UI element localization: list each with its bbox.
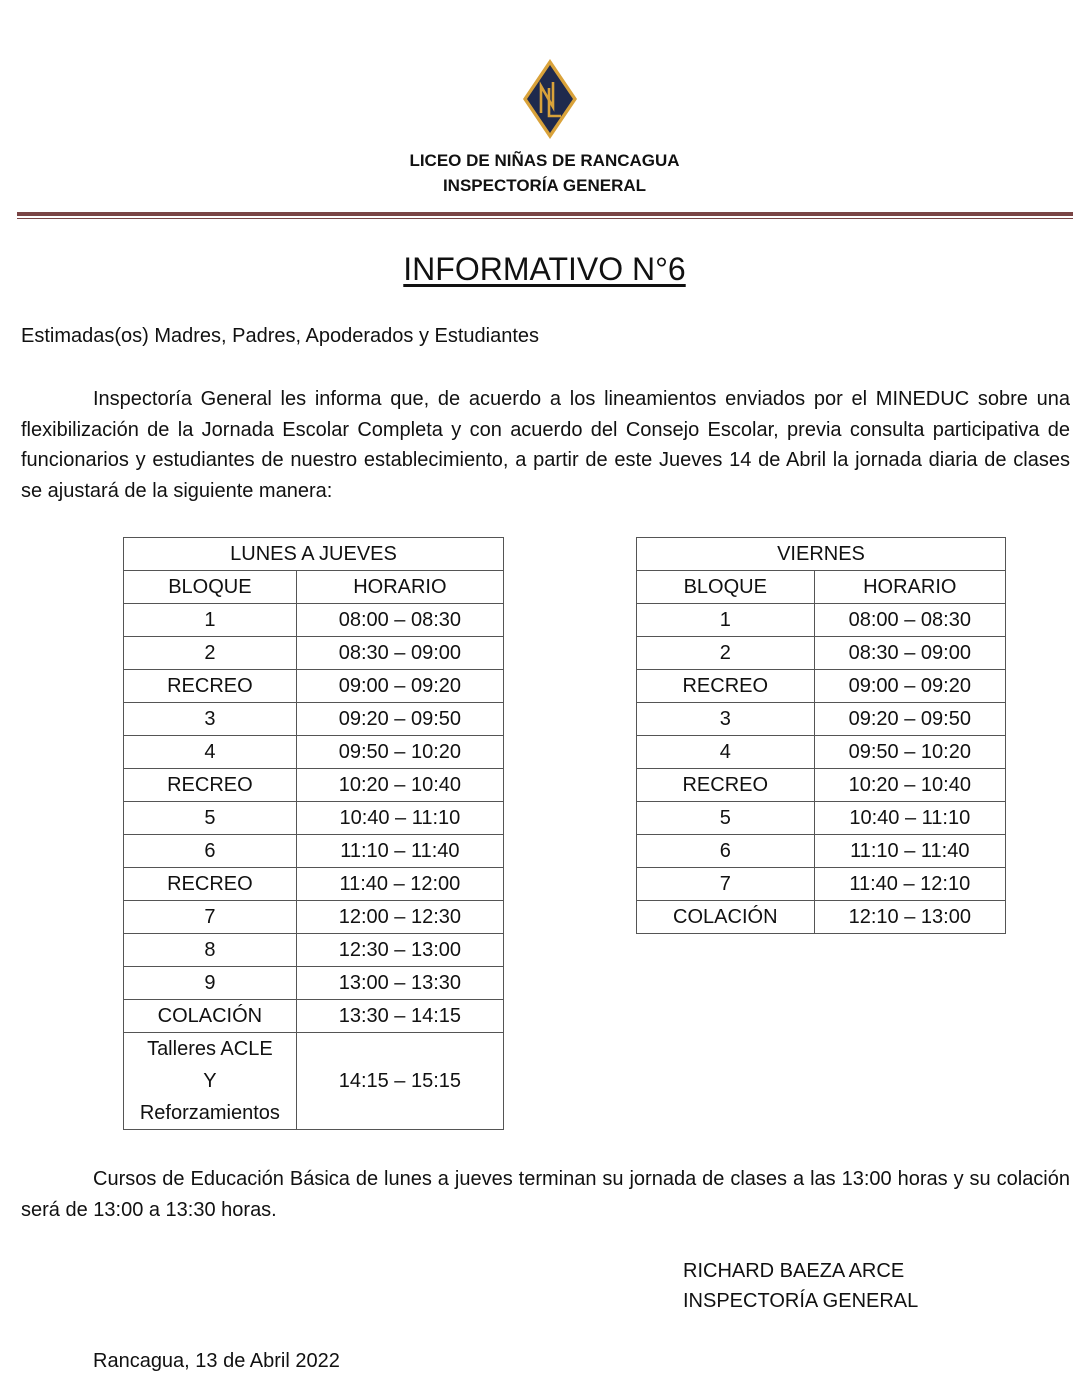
document-date: Rancagua, 13 de Abril 2022 [93,1350,340,1372]
horario-cell: 11:40 – 12:10 [814,868,1005,901]
horario-cell: 08:00 – 08:30 [296,604,503,637]
horario-cell: 08:30 – 09:00 [814,637,1005,670]
bloque-cell: RECREO [124,670,297,703]
table-header-row [637,571,1006,604]
schedule-table-lunes-jueves [123,537,504,1130]
column-header-horario: HORARIO [296,571,503,604]
table-row [124,670,504,703]
bloque-cell: 3 [637,703,815,736]
table-row [124,1033,504,1130]
intro-paragraph: Inspectoría General les informa que, de acuerdo a los lineamientos enviados por el MINEDUC sobre una flexibilización de la Jornada Escolar Completa y con acuerdo del Consejo Escolar, previa consulta participativa de funcionarios y estudiantes de nuestro establecimiento, a partir de este Jueves 14 de Abril la jornada diaria de clases se ajustará de la siguiente manera: [21,388,1070,502]
horario-cell: 13:00 – 13:30 [296,967,503,1000]
table-row [637,670,1006,703]
bloque-cell: COLACIÓN [637,901,815,934]
horario-cell: 09:00 – 09:20 [296,670,503,703]
table-row [124,637,504,670]
horario-cell: 09:00 – 09:20 [814,670,1005,703]
bloque-cell: RECREO [124,868,297,901]
table-row [124,769,504,802]
bloque-cell: 1 [124,604,297,637]
column-header-bloque: BLOQUE [124,571,297,604]
table-row [124,901,504,934]
table-title-row [637,538,1006,571]
table-title-row [124,538,504,571]
table-row [124,736,504,769]
table-row [637,703,1006,736]
horario-cell: 11:40 – 12:00 [296,868,503,901]
horario-cell: 10:40 – 11:10 [814,802,1005,835]
table-row [124,802,504,835]
horario-cell: 10:20 – 10:40 [814,769,1005,802]
bloque-cell: 7 [124,901,297,934]
bloque-cell: 5 [124,802,297,835]
table-row [637,802,1006,835]
horario-cell: 09:50 – 10:20 [296,736,503,769]
bloque-cell: 5 [637,802,815,835]
table-row [637,868,1006,901]
table-row [124,868,504,901]
horario-cell: 12:00 – 12:30 [296,901,503,934]
horario-cell: 09:50 – 10:20 [814,736,1005,769]
table-row [124,835,504,868]
table-row [124,1000,504,1033]
bloque-cell: COLACIÓN [124,1000,297,1033]
horario-cell: 09:20 – 09:50 [814,703,1005,736]
signature-name: RICHARD BAEZA ARCE [683,1260,905,1282]
bloque-cell: 4 [124,736,297,769]
table-row [637,736,1006,769]
horario-cell: 10:40 – 11:10 [296,802,503,835]
horario-cell: 12:30 – 13:00 [296,934,503,967]
table-row [637,901,1006,934]
bloque-cell: RECREO [124,769,297,802]
bloque-cell: 2 [637,637,815,670]
table-header-row [124,571,504,604]
table-row [124,967,504,1000]
horario-cell: 11:10 – 11:40 [814,835,1005,868]
table-row [124,934,504,967]
table-row [124,703,504,736]
table-row [637,604,1006,637]
bloque-cell: 3 [124,703,297,736]
bloque-cell: 2 [124,637,297,670]
bloque-cell: 4 [637,736,815,769]
bloque-cell: 6 [124,835,297,868]
signature-role: INSPECTORÍA GENERAL [683,1290,919,1312]
header-rule [17,212,1073,216]
horario-cell: 10:20 – 10:40 [296,769,503,802]
horario-cell: 13:30 – 14:15 [296,1000,503,1033]
bloque-cell: 9 [124,967,297,1000]
greeting: Estimadas(os) Madres, Padres, Apoderados y Estudiantes [21,325,540,347]
bloque-cell-line: Reforzamientos [139,1102,280,1124]
table-row [637,769,1006,802]
horario-cell: 14:15 – 15:15 [296,1033,503,1130]
bloque-cell-line: Talleres ACLE [147,1038,273,1060]
table-row [124,604,504,637]
school-name: LICEO DE NIÑAS DE RANCAGUA [409,151,680,170]
bloque-cell: 1 [637,604,815,637]
horario-cell: 12:10 – 13:00 [814,901,1005,934]
table-title: LUNES A JUEVES [124,538,504,571]
horario-cell: 08:00 – 08:30 [814,604,1005,637]
school-logo [522,58,578,140]
department-name: INSPECTORÍA GENERAL [442,176,647,195]
bloque-cell-line: Y [203,1070,217,1092]
bloque-cell: 6 [637,835,815,868]
schedule-table-viernes [636,537,1006,934]
horario-cell: 08:30 – 09:00 [296,637,503,670]
horario-cell: 09:20 – 09:50 [296,703,503,736]
column-header-bloque: BLOQUE [637,571,815,604]
bloque-cell: 8 [124,934,297,967]
horario-cell: 11:10 – 11:40 [296,835,503,868]
table-row [637,637,1006,670]
table-row [637,835,1006,868]
bloque-cell [124,1033,297,1130]
bloque-cell: 7 [637,868,815,901]
column-header-horario: HORARIO [814,571,1005,604]
header-rule-thin [17,218,1073,219]
bloque-cell: RECREO [637,769,815,802]
table-title: VIERNES [637,538,1006,571]
page-title: INFORMATIVO N°6 [403,251,686,287]
basic-education-note: Cursos de Educación Básica de lunes a jueves terminan su jornada de clases a las 13:00 horas y su colación será de 13:00 a 13:30 horas. [21,1168,1070,1221]
bloque-cell: RECREO [637,670,815,703]
